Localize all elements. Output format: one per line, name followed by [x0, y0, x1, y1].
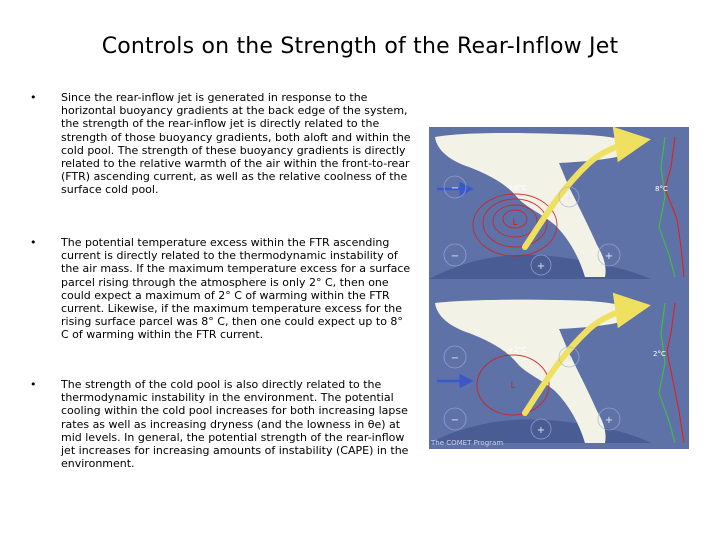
slide-title: Controls on the Strength of the Rear-Inflow Jet: [101, 34, 619, 59]
low-label: L: [510, 381, 516, 391]
bullet-item: [30, 378, 412, 470]
bullet-item: [30, 236, 412, 342]
bullet-text: The potential temperature excess within the FTR ascending current is directly related to the thermodynamic instability of the air mass. If the maximum temperature excess for a surface parcel rising through the atmosphere is only 2° C, then one could expect a maximum of 2° C of warming within the FTR current. Likewise, if the maximum temperature excess for the rising surface parcel was 8° C, then one could expect up to 8° C of warming within the FTR current.: [61, 236, 411, 342]
plus-sign: +: [564, 353, 574, 364]
bullet-text: The strength of the cold pool is also directly related to the thermodynamic instability in the environment. The potential cooling within the cold pool increases for both increasing lapse rates as well as increasing dryness (and the lowness in θe) at mid levels. In general, the potential strength of the rear-inflow jet increases for increasing amounts of instability (CAPE) in the environment.: [61, 378, 409, 471]
warm-excess-label: +2°C: [508, 346, 527, 354]
rear-inflow-jet-diagram: [429, 127, 689, 449]
bullet-text: Since the rear-inflow jet is generated in response to the horizontal buoyancy gradients at the back edge of the system, the strength of the rear-inflow jet is directly related to the strength of those buoyancy gradients, both aloft and within the cold pool. The strength of these buoyancy gradients is directly related to the relative warmth of the air within the front-to-rear (FTR) ascending current, as well as the relative coolness of the surface cold pool.: [61, 91, 411, 197]
minus-sign: −: [450, 415, 460, 426]
minus-sign: −: [450, 183, 460, 194]
credit-text: The COMET Program: [431, 439, 504, 447]
low-label: L: [512, 218, 518, 228]
bullet-marker: •: [30, 236, 37, 249]
minus-sign: −: [450, 251, 460, 262]
sounding-label: 2°C: [653, 350, 666, 358]
minus-sign: −: [450, 353, 460, 364]
plus-sign: +: [564, 193, 574, 204]
bullet-marker: •: [30, 91, 37, 104]
bullet-marker: •: [30, 378, 37, 391]
warm-excess-label: +8°C: [508, 184, 527, 192]
plus-sign: +: [604, 415, 614, 426]
plus-sign: +: [536, 261, 546, 272]
bullet-item: [30, 91, 412, 197]
plus-sign: +: [536, 425, 546, 436]
plus-sign: +: [604, 251, 614, 262]
sounding-label: 8°C: [655, 185, 668, 193]
